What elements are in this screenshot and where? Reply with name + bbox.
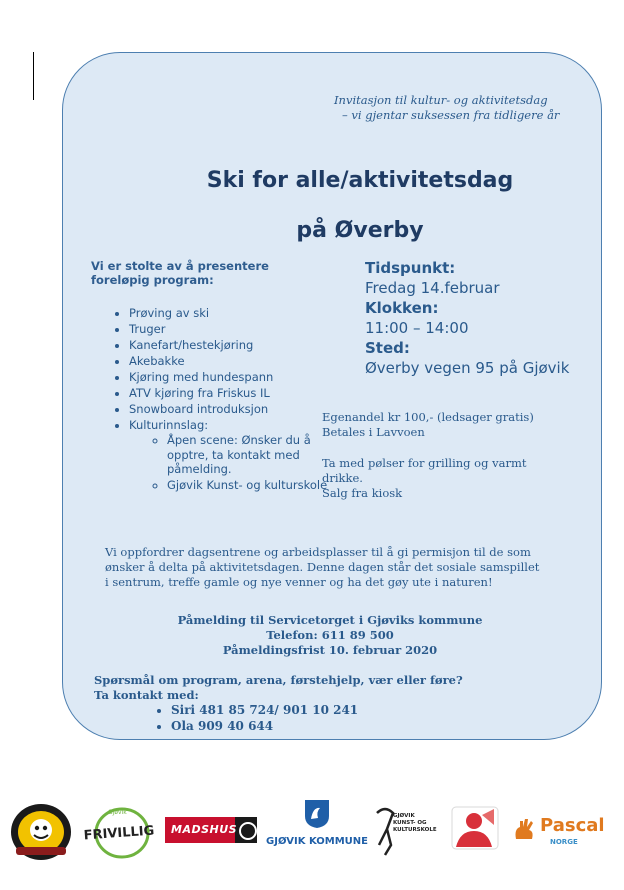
gjovik-kommune-logo [262, 799, 372, 863]
intro-line-1: Invitasjon til kultur- og aktivitetsdag [334, 93, 548, 107]
list-item: • Kanefart/hestekjøring [129, 337, 339, 353]
text-cursor [33, 52, 34, 100]
madshus-emblem-icon [239, 822, 257, 840]
place-label: Sted: [365, 339, 410, 357]
event-details [365, 258, 605, 378]
red-figure-logo [450, 805, 500, 851]
program-sublist [129, 433, 339, 492]
sponsor-logos [0, 795, 624, 865]
list-item: • Kjøring med hundespann [129, 369, 339, 385]
list-item: ◦ Åpen scene: Ønsker du å opptre, ta kontakt med påmelding. [167, 433, 339, 477]
event-date: Fredag 14.februar [365, 279, 500, 297]
kulturskole-text: GJØVIK KUNST- OG KULTURSKOLE [393, 813, 437, 833]
fee-line-1: Egenandel kr 100,- (ledsager gratis) [322, 410, 534, 424]
fee-info [322, 410, 562, 440]
signup-info [100, 613, 560, 658]
event-place: Øverby vegen 95 på Gjøvik [365, 359, 570, 377]
time-label: Tidspunkt: [365, 259, 456, 277]
signup-phone: Telefon: 611 89 500 [266, 628, 394, 642]
signup-line-1: Påmelding til Servicetorget i Gjøviks kommune [177, 613, 483, 627]
list-item: ◦ Gjøvik Kunst- og kulturskole [167, 478, 339, 493]
food-line-2: Salg fra kiosk [322, 486, 403, 500]
list-item: • Snowboard introduksjon [129, 401, 339, 417]
madshus-logo [165, 817, 257, 843]
page-title: Ski for alle/aktivitetsdag [206, 168, 514, 193]
pascal-subtext: NORGE [550, 838, 578, 846]
contact-list [133, 702, 358, 734]
list-item: • Prøving av ski [129, 305, 339, 321]
kommune-text: GJØVIK KOMMUNE [266, 836, 368, 847]
list-item: • ATV kjøring fra Friskus IL [129, 385, 339, 401]
list-item: • Akebakke [129, 353, 339, 369]
list-item [129, 417, 339, 492]
list-item: • Siri 481 85 724/ 901 10 241 [171, 702, 358, 718]
frivillig-logo [80, 805, 158, 861]
kulturskole-logo [373, 805, 439, 861]
list-item: • Ola 909 40 644 [171, 718, 358, 734]
food-line-1: Ta med pølser for grilling og varmt drikke. [322, 456, 527, 485]
fee-line-2: Betales i Lavvoen [322, 425, 425, 439]
pascal-hand-icon [512, 817, 538, 843]
intro-text [334, 93, 574, 123]
questions-info [94, 673, 554, 702]
appeal-paragraph: Vi oppfordrer dagsentrene og arbeidsplasser til å gi permisjon til de som ønsker å delta på aktivitetsdagen. Denne dagen står det sosiale samspillet i sentrum, treffe gamle og nye venner og ha det gøy ute i naturen! [105, 545, 540, 589]
event-clock: 11:00 – 14:00 [365, 319, 469, 337]
pascal-text: Pascal [540, 815, 605, 836]
questions-line-1: Spørsmål om program, arena, førstehjelp, vær eller føre? [94, 673, 463, 687]
questions-line-2: Ta kontakt med: [94, 687, 199, 702]
kommune-shield-icon [304, 799, 330, 829]
mjosa-club-logo [10, 803, 72, 861]
madshus-text: MADSHUS [171, 823, 238, 836]
clock-label: Klokken: [365, 299, 439, 317]
frivillig-small-text: Gjøvik [108, 809, 127, 816]
food-info [322, 456, 562, 501]
program-list [91, 305, 339, 493]
list-item-label: Kulturinnslag: [129, 418, 209, 432]
program-lead: Vi er stolte av å presentere foreløpig program: [91, 259, 269, 287]
page-subtitle: på Øverby [296, 218, 424, 243]
frivillig-text: FRIVILLIG [83, 823, 155, 844]
signup-deadline: Påmeldingsfrist 10. februar 2020 [222, 643, 438, 657]
intro-line-2: – vi gjentar suksessen fra tidligere år [342, 108, 560, 122]
list-item: • Truger [129, 321, 339, 337]
pascal-logo [510, 813, 616, 853]
